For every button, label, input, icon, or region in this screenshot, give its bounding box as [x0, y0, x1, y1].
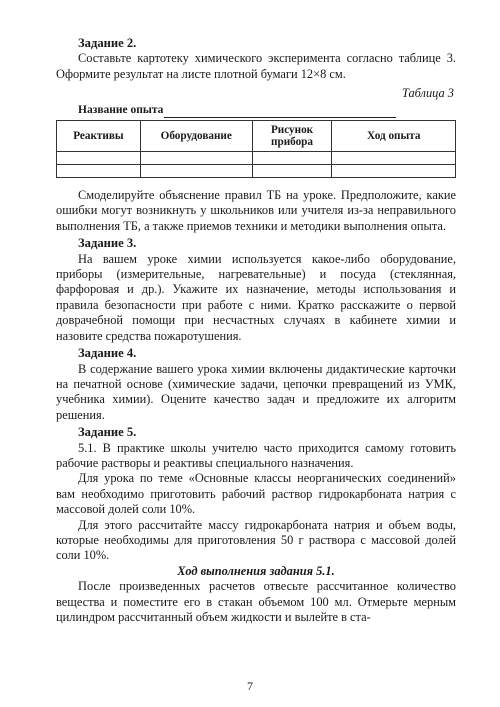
table-cell: [140, 165, 252, 178]
experiment-card-table: [56, 120, 456, 178]
task3-text: На вашем уроке химии используется какое-либо оборудование, приборы (измерительные, нагревательные) и посуда (стеклянная, фарфоровая и др.). Укажите их назначение, методы использования и правила безопасности при работе с ними. Кратко расскажите о первой доврачебной помощи при несчастных случаях в кабинете химии и назовите средства пожаротушения.: [56, 251, 456, 343]
task5-paragraph-3: Для этого рассчитайте массу гидрокарбоната натрия и объем воды, которые необходимы для приготовления 50 г раствора с массовой долей соли 10%.: [56, 517, 456, 563]
experiment-name-label: Название опыта: [78, 103, 164, 116]
table-cell: [252, 152, 332, 165]
task5-paragraph-4: После произведенных расчетов отвесьте рассчитанное количество вещества и поместите его в стакан объемом 100 мл. Отмерьте мерным цилиндром рассчитанный объем жидкости и вылейте в ста-: [56, 579, 456, 624]
table-cell: [252, 165, 332, 178]
table-caption: Таблица 3: [402, 86, 454, 101]
header-device-drawing: Рисунок прибора: [252, 121, 332, 152]
task4-text: В содержание вашего урока химии включены дидактические карточки на печатной основе (химические задачи, цепочки превращений из УМК, учебника химии). Оцените качество задач и предложите их алгоритм решения.: [56, 361, 456, 422]
experiment-name-underline: [164, 106, 396, 118]
table-cell: [332, 165, 456, 178]
task5-heading: Задание 5.: [78, 425, 137, 440]
table-header-row: [57, 121, 456, 152]
page-content: [56, 36, 456, 625]
header-reagents: Реактивы: [57, 121, 141, 152]
table-row: [57, 152, 456, 165]
task5-paragraph-1: 5.1. В практике школы учителю часто приходится самому готовить рабочие растворы и реактивы специального назначения.: [56, 440, 456, 470]
task2-heading: Задание 2.: [78, 36, 137, 50]
task3-heading: Задание 3.: [78, 236, 137, 251]
task5-subheading: Ход выполнения задания 5.1.: [177, 563, 335, 578]
task4-heading: Задание 4.: [78, 346, 137, 361]
task2-followup: Смоделируйте объяснение правил ТБ на уроке. Предположите, какие ошибки могут возникнуть у школьников или учителя из-за неправильного выполнения ТБ, а также приемов техники и методики выполнения опыта.: [56, 188, 456, 233]
table-cell: [332, 152, 456, 165]
task2-text: Составьте картотеку химического эксперимента согласно таблице 3. Оформите результат на листе плотной бумаги 12×8 см.: [56, 51, 456, 81]
table-cell: [140, 152, 252, 165]
header-equipment: Оборудование: [140, 121, 252, 152]
page-number: 7: [247, 679, 253, 693]
table-row: [57, 165, 456, 178]
experiment-name-row: [78, 103, 456, 118]
header-procedure: Ход опыта: [332, 121, 456, 152]
task5-paragraph-2: Для урока по теме «Основные классы неорганических соединений» вам необходимо приготовить рабочий раствор гидрокарбоната натрия с массовой долей соли 10%.: [56, 471, 456, 517]
table-cell: [57, 152, 141, 165]
table-cell: [57, 165, 141, 178]
